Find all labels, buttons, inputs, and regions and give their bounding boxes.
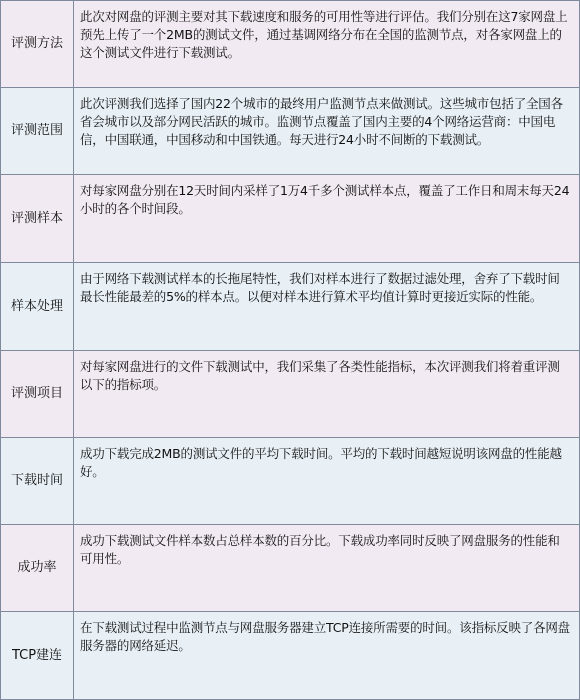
description-cell: 成功下载测试文件样本数占总样本数的百分比。下载成功率同时反映了网盘服务的性能和可用性。 [74,525,580,612]
term-cell: TCP建连 [1,612,74,700]
term-cell: 评测范围 [1,88,74,175]
description-cell: 在下载测试过程中监测节点与网盘服务器建立TCP连接所需要的时间。该指标反映了各网盘服务器的网络延迟。 [74,612,580,700]
table-row-items [1,351,580,438]
table-row-sample-processing [1,263,580,351]
term-cell: 下载时间 [1,438,74,525]
term-cell: 评测样本 [1,175,74,263]
table-row-download-time [1,438,580,525]
description-cell: 由于网络下载测试样本的长拖尾特性，我们对样本进行了数据过滤处理，舍弃了下载时间最长性能最差的5%的样本点。以便对样本进行算术平均值计算时更接近实际的性能。 [74,263,580,351]
evaluation-table-body [1,1,580,700]
term-cell: 评测方法 [1,1,74,88]
description-cell: 对每家网盘分别在12天时间内采样了1万4千多个测试样本点，覆盖了工作日和周末每天24小时的各个时间段。 [74,175,580,263]
description-cell: 此次对网盘的评测主要对其下载速度和服务的可用性等进行评估。我们分别在这7家网盘上预先上传了一个2MB的测试文件，通过基调网络分布在全国的监测节点，对各家网盘上的这个测试文件进行下载测试。 [74,1,580,88]
table-row-scope [1,88,580,175]
table-row-method [1,1,580,88]
table-row-tcp-connect [1,612,580,700]
description-cell: 此次评测我们选择了国内22个城市的最终用户监测节点来做测试。这些城市包括了全国各省会城市以及部分网民活跃的城市。监测节点覆盖了国内主要的4个网络运营商：中国电信，中国联通，中国移动和中国铁通。每天进行24小时不间断的下载测试。 [74,88,580,175]
term-cell: 评测项目 [1,351,74,438]
table-row-sample [1,175,580,263]
table-row-success-rate [1,525,580,612]
description-cell: 成功下载完成2MB的测试文件的平均下载时间。平均的下载时间越短说明该网盘的性能越好。 [74,438,580,525]
term-cell: 成功率 [1,525,74,612]
term-cell: 样本处理 [1,263,74,351]
description-cell: 对每家网盘进行的文件下载测试中，我们采集了各类性能指标，本次评测我们将着重评测以下的指标项。 [74,351,580,438]
